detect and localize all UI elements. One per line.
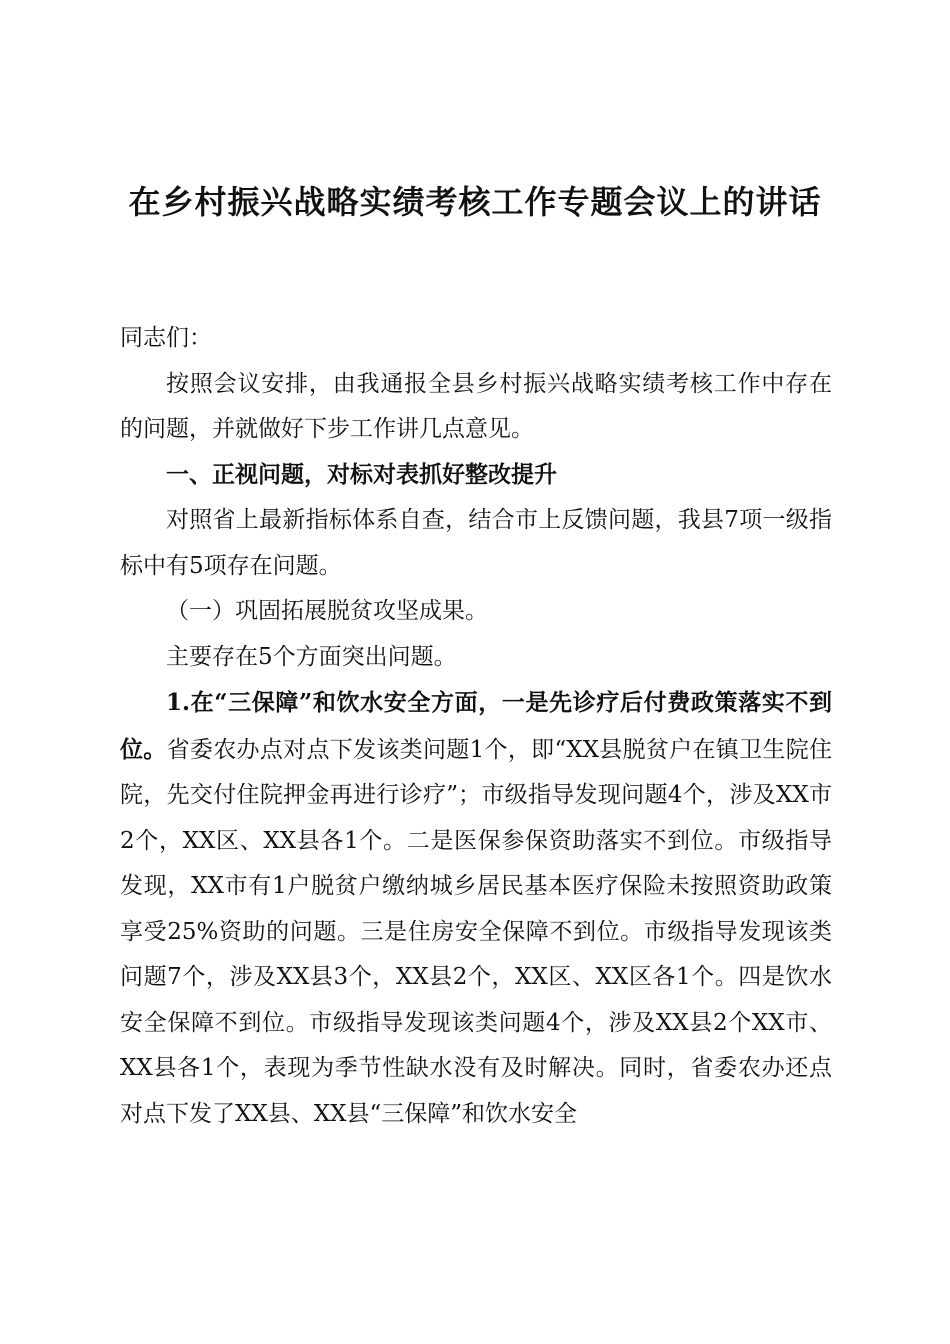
section-heading: 一、正视问题，对标对表抓好整改提升 [166,461,557,488]
item-body-text: 省委农办点对点下发该类问题1个，即“XX县脱贫户在镇卫生院住院，先交付住院押金再进行诊疗”；市级指导发现问题4个，涉及XX市2个，XX区、XX县各1个。二是医保参保资助落实不到位。市级指导发现，XX市有1户脱贫户缴纳城乡居民基本医疗保险未按照资助政策享受25%资助的问题。三是住房安全保障不到位。市级指导发现该类问题7个，涉及XX县3个，XX县2个，XX区、XX区各1个。四是饮水安全保障不到位。市级指导发现该类问题4个，涉及XX县2个XX市、XX县各1个，表现为季节性缺水没有及时解决。同时，省委农办还点对点下发了XX县、XX县“三保障”和饮水安全 [120,736,833,1127]
document-title: 在乡村振兴战略实绩考核工作专题会议上的讲话 [128,183,822,221]
document-body [120,316,832,1137]
item-lead-bold: 1.在“三保障”和饮水安全方面，一是先诊疗后付费政策落实不到位。 [120,689,832,763]
intro-paragraph: 按照会议安排，由我通报全县乡村振兴战略实绩考核工作中存在的问题，并就做好下步工作讲几点意见。 [120,370,832,442]
subsection-paragraph: 主要存在5个方面突出问题。 [166,643,457,670]
section-paragraph: 对照省上最新指标体系自查，结合市上反馈问题，我县7项一级指标中有5项存在问题。 [120,507,832,579]
subsection-heading: （一）巩固拓展脱贫攻坚成果。 [166,598,488,624]
salutation: 同志们： [120,325,212,351]
item-paragraph [120,680,832,1137]
